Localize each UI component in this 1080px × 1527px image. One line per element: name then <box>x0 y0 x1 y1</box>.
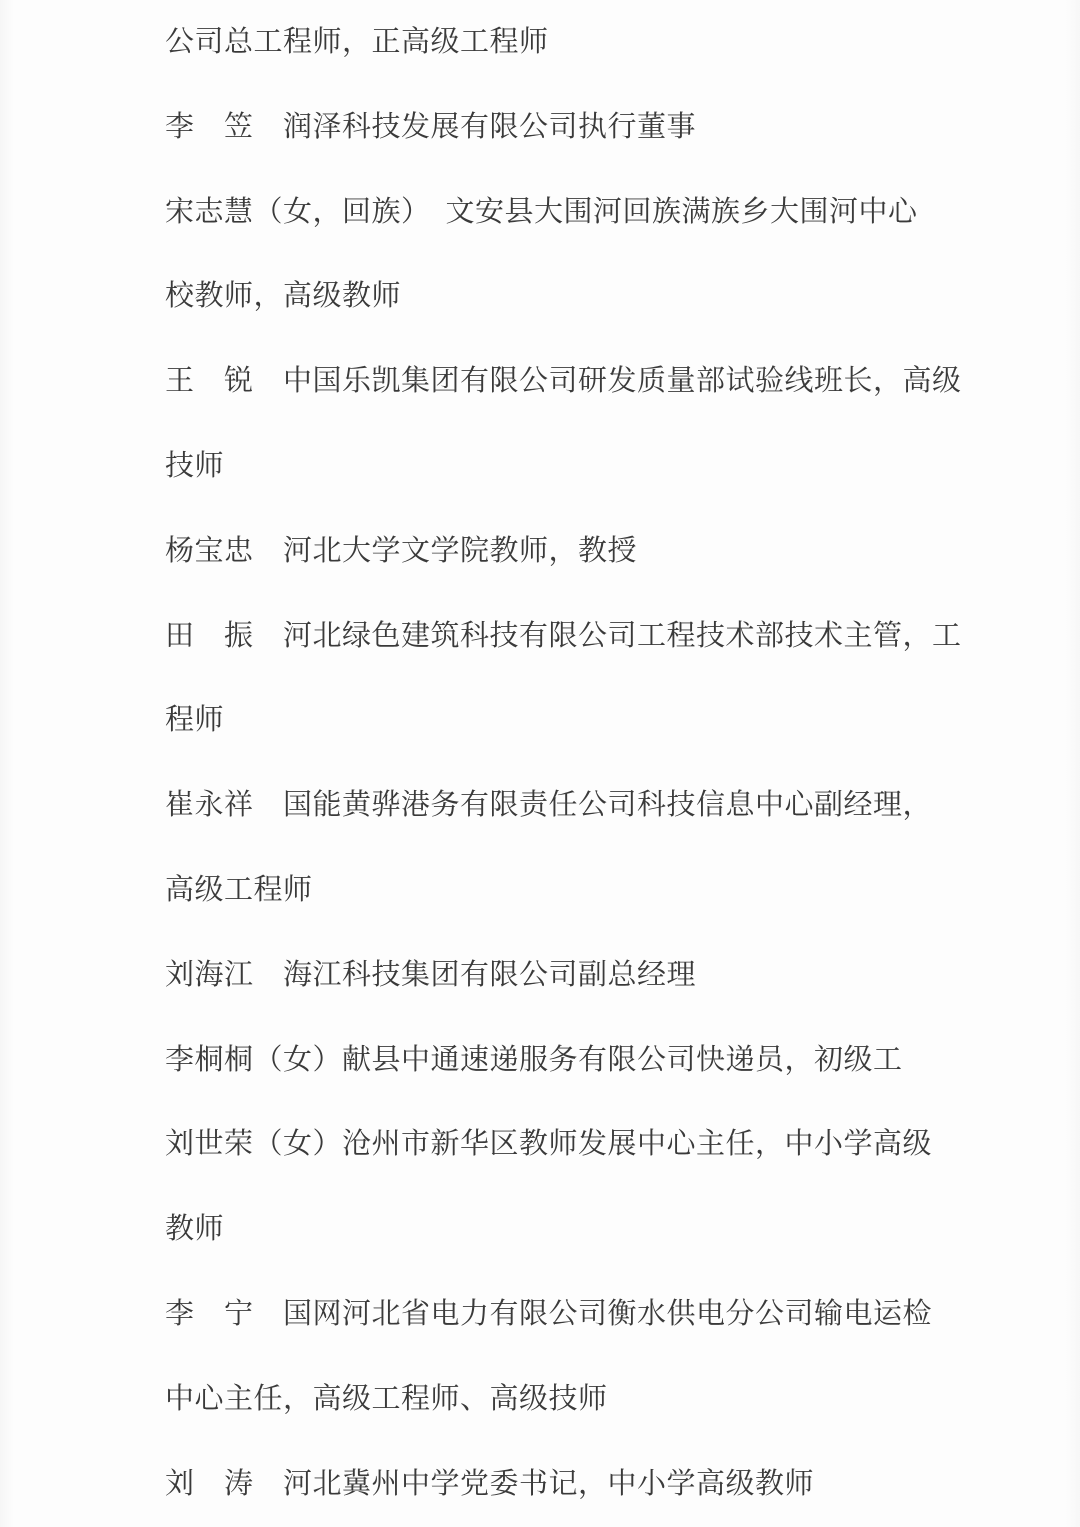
text-line-entry-liu-haijiang: 刘海江 海江科技集团有限公司副总经理 <box>165 958 697 991</box>
text-line-entry-li-ning: 李 宁 国网河北省电力有限公司衡水供电分公司输电运检 <box>165 1297 933 1330</box>
text-line-entry-yang-baozhong: 杨宝忠 河北大学文学院教师，教授 <box>165 534 638 567</box>
text-line-entry-liu-shirong: 刘世荣（女）沧州市新华区教师发展中心主任，中小学高级 <box>165 1128 933 1161</box>
text-line-entry-tian-zhen-continuation: 程师 <box>165 704 225 737</box>
text-line-entry-liu-tao: 刘 涛 河北冀州中学党委书记，中小学高级教师 <box>165 1467 815 1500</box>
text-line-entry-song-zhihui: 宋志慧（女，回族） 文安县大围河回族满族乡大围河中心 <box>165 195 918 228</box>
text-line-entry-li-li: 李 笠 润泽科技发展有限公司执行董事 <box>165 110 697 143</box>
text-line-entry-wang-rui: 王 锐 中国乐凯集团有限公司研发质量部试验线班长，高级 <box>165 365 962 398</box>
text-line-entry-wang-rui-continuation: 技师 <box>165 449 225 482</box>
text-line-entry-liu-shirong-continuation: 教师 <box>165 1213 225 1246</box>
text-line-entry-cui-yongxiang: 崔永祥 国能黄骅港务有限责任公司科技信息中心副经理， <box>165 789 933 822</box>
text-line-entry-song-zhihui-continuation: 校教师，高级教师 <box>165 280 402 313</box>
text-line-entry-cui-yongxiang-continuation: 高级工程师 <box>165 873 313 906</box>
text-line-entry-li-ning-continuation: 中心主任，高级工程师、高级技师 <box>165 1382 608 1415</box>
text-line-title-continuation: 公司总工程师，正高级工程师 <box>165 26 549 58</box>
text-line-entry-tian-zhen: 田 振 河北绿色建筑科技有限公司工程技术部技术主管，工 <box>165 619 962 652</box>
text-line-entry-li-tongtong: 李桐桐（女）献县中通速递服务有限公司快递员，初级工 <box>165 1043 903 1076</box>
